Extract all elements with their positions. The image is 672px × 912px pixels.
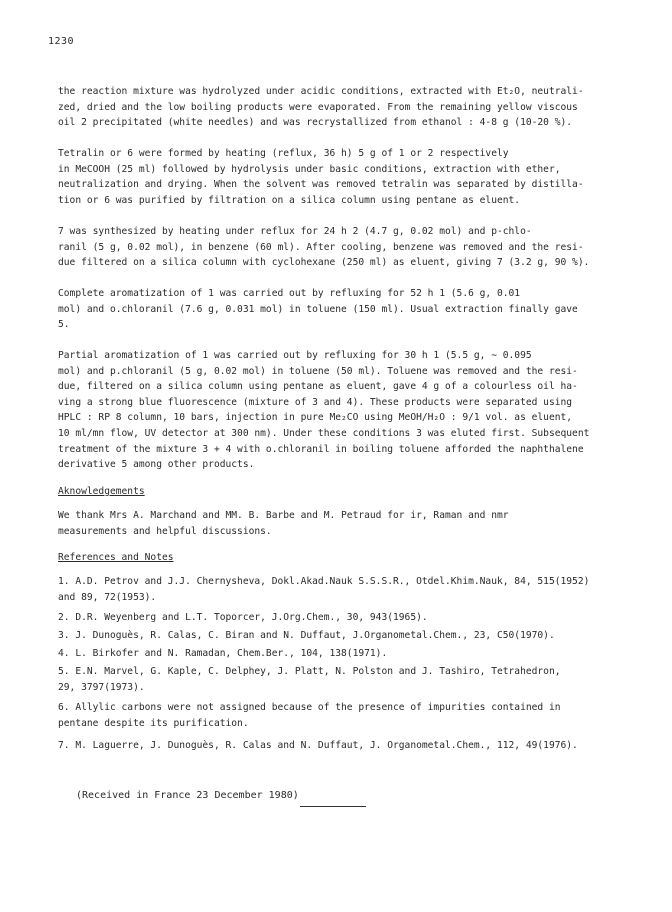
- text-line: ving a strong blue fluorescence (mixture of 3 and 4). These products were separated using: [58, 396, 573, 408]
- reference-2: [58, 610, 618, 626]
- page-number: 1230: [48, 36, 75, 47]
- reference-line: 6. Allylic carbons were not assigned because of the presence of impurities contained in: [58, 702, 561, 713]
- text-line: Tetralin or 6 were formed by heating (reflux, 36 h) 5 g of 1 or 2 respectively: [58, 148, 509, 159]
- text-line: mol) and p.chloranil (5 g, 0.02 mol) in toluene (50 ml). Toluene was removed and the resi-: [58, 365, 578, 377]
- acknowledgements-heading: Aknowledgements: [58, 486, 145, 497]
- text-line: in MeCOOH (25 ml) followed by hydrolysis under basic conditions, extraction with ether,: [58, 163, 561, 175]
- text-line: 7 was synthesized by heating under reflux for 24 h 2 (4.7 g, 0.02 mol) and p-chlo-: [58, 226, 532, 237]
- reference-line: pentane despite its purification.: [58, 717, 249, 729]
- reference-line: 1. A.D. Petrov and J.J. Chernysheva, Dokl.Akad.Nauk S.S.S.R., Otdel.Khim.Nauk, 84, 515(1952): [58, 576, 590, 587]
- reference-3: [58, 628, 618, 644]
- reference-line: 4. L. Birkofer and N. Ramadan, Chem.Ber., 104, 138(1971).: [58, 648, 388, 659]
- reference-line: 5. E.N. Marvel, G. Kaple, C. Delphey, J. Platt, N. Polston and J. Tashiro, Tetrahedron,: [58, 666, 561, 677]
- text-line: tion or 6 was purified by filtration on a silica column using pentane as eluent.: [58, 194, 521, 206]
- reference-line: 3. J. Dunoguès, R. Calas, C. Biran and N. Duffaut, J.Organometal.Chem., 23, C50(1970).: [58, 630, 555, 641]
- paragraph-5: [58, 348, 618, 473]
- text-line: 5.: [58, 319, 70, 331]
- text-line: 10 ml/mn flow, UV detector at 300 nm). Under these conditions 3 was eluted first. Subsequent: [58, 427, 590, 439]
- acknowledgements-text: [58, 508, 618, 539]
- reference-line: 2. D.R. Weyenberg and L.T. Toporcer, J.Org.Chem., 30, 943(1965).: [58, 612, 428, 623]
- paragraph-4: [58, 286, 618, 333]
- text-line: We thank Mrs A. Marchand and MM. B. Barbe and M. Petraud for ir, Raman and nmr: [58, 510, 509, 521]
- reference-7: [58, 738, 618, 754]
- reference-4: [58, 646, 618, 662]
- text-line: derivative 5 among other products.: [58, 459, 255, 471]
- text-line: zed, dried and the low boiling products were evaporated. From the remaining yellow viscous: [58, 101, 578, 113]
- text-line: neutralization and drying. When the solvent was removed tetralin was separated by distilla-: [58, 179, 584, 191]
- reference-1: [58, 574, 618, 605]
- paragraph-3: [58, 224, 618, 271]
- text-line: due, filtered on a silica column using pentane as eluent, gave 4 g of a colourless oil ha-: [58, 381, 578, 393]
- references-heading: References and Notes: [58, 552, 174, 563]
- reference-line: 7. M. Laguerre, J. Dunoguès, R. Calas and N. Duffaut, J. Organometal.Chem., 112, 49(1976).: [58, 740, 578, 751]
- text-line: oil 2 precipitated (white needles) and was recrystallized from ethanol : 4-8 g (10-20 %).: [58, 117, 573, 129]
- text-line: treatment of the mixture 3 + 4 with o.chloranil in boiling toluene afforded the naphthalene: [58, 443, 584, 455]
- text-line: ranil (5 g, 0.02 mol), in benzene (60 ml). After cooling, benzene was removed and the resi-: [58, 241, 584, 253]
- reference-6: [58, 700, 618, 731]
- text-line: Partial aromatization of 1 was carried out by refluxing for 30 h 1 (5.5 g, ∼ 0.095: [58, 350, 532, 361]
- paragraph-2: [58, 146, 618, 208]
- text-line: due filtered on a silica column with cyclohexane (250 ml) as eluent, giving 7 (3.2 g, 90 %).: [58, 257, 590, 269]
- text-line: mol) and o.chloranil (7.6 g, 0.031 mol) in toluene (150 ml). Usual extraction finally gave: [58, 303, 578, 315]
- received-date: (Received in France 23 December 1980): [76, 790, 299, 801]
- end-rule: [300, 806, 366, 807]
- reference-5: [58, 664, 618, 695]
- text-line: Complete aromatization of 1 was carried out by refluxing for 52 h 1 (5.6 g, 0.01: [58, 288, 521, 299]
- paragraph-1: [58, 84, 618, 131]
- reference-line: 29, 3797(1973).: [58, 681, 145, 693]
- text-line: HPLC : RP 8 column, 10 bars, injection in pure Me₂CO using MeOH/H₂O : 9/1 vol. as eluent,: [58, 412, 573, 424]
- text-line: the reaction mixture was hydrolyzed under acidic conditions, extracted with Et₂O, neutrali-: [58, 86, 584, 97]
- text-line: measurements and helpful discussions.: [58, 525, 272, 537]
- reference-line: and 89, 72(1953).: [58, 591, 157, 603]
